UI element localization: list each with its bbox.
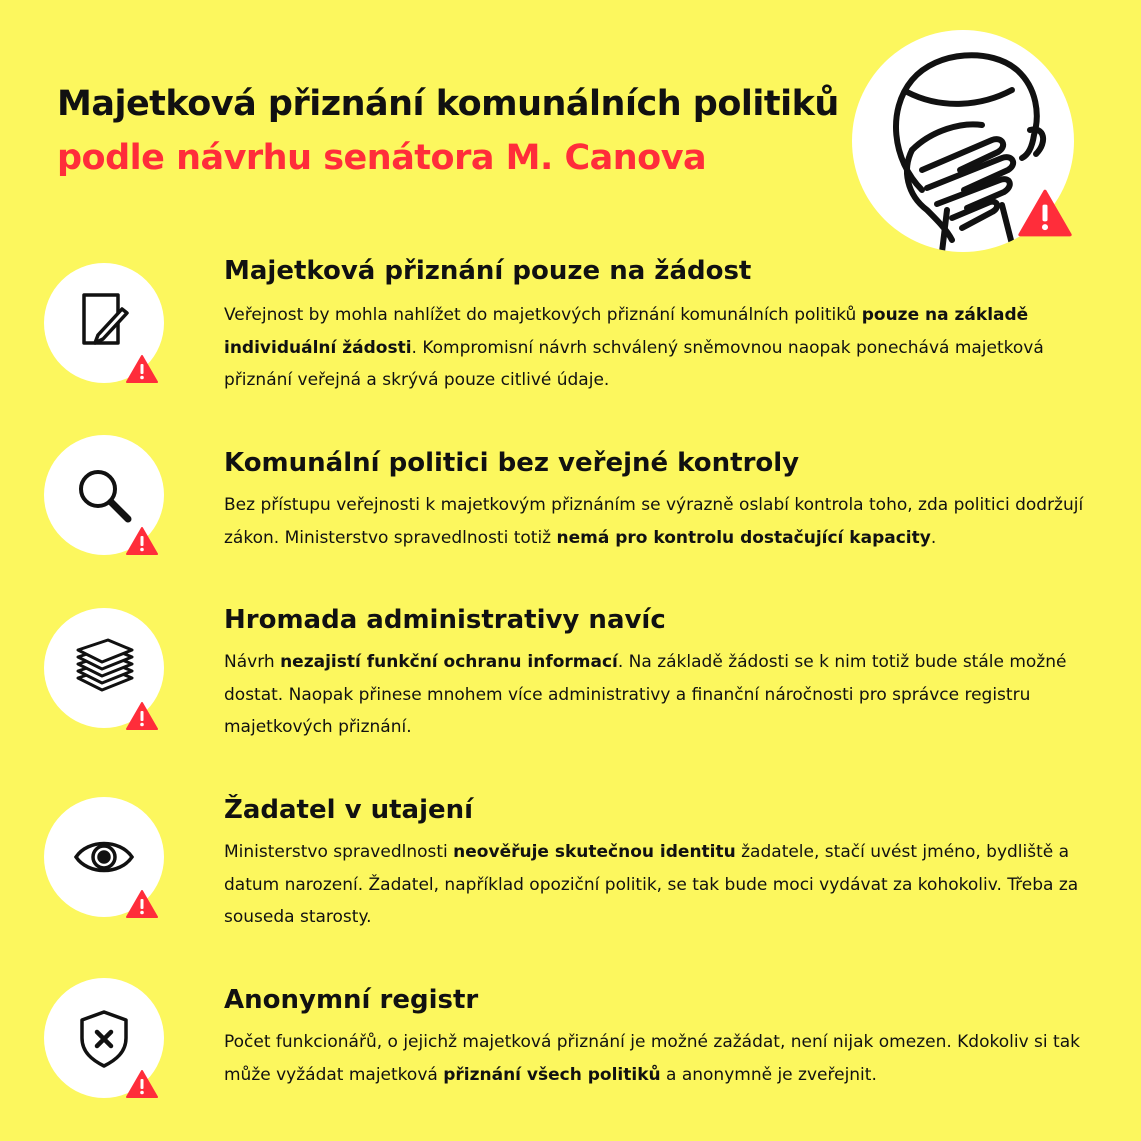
warning-icon bbox=[125, 526, 159, 556]
item-text: Bez přístupu veřejnosti k majetkovým přiznáním se výrazně oslabí kontrola toho, zda politici dodržují zákon. Ministerstvo spravedlnosti totiž nemá pro kontrolu dostačující kapacity. bbox=[224, 495, 1084, 548]
warning-icon bbox=[125, 354, 159, 384]
page-title: Majetková přiznání komunálních politiků bbox=[57, 84, 839, 124]
warning-icon bbox=[1016, 188, 1074, 238]
item-title: Majetková přiznání pouze na žádost bbox=[224, 256, 752, 286]
item-title: Anonymní registr bbox=[224, 985, 479, 1015]
item-text: Návrh nezajistí funkční ochranu informací. Na základě žádosti se k nim totiž bude stále možné dostat. Naopak přinese mnohem více administrativy a finanční náročnosti pro správce registru majetkových přiznání. bbox=[224, 652, 1067, 737]
item-title: Hromada administrativy navíc bbox=[224, 605, 666, 635]
warning-icon bbox=[125, 701, 159, 731]
item-title: Komunální politici bez veřejné kontroly bbox=[224, 448, 800, 478]
page-subtitle: podle návrhu senátora M. Canova bbox=[57, 138, 707, 178]
item-text: Ministerstvo spravedlnosti neověřuje skutečnou identitu žadatele, stačí uvést jméno, bydliště a datum narození. Žadatel, například opoziční politik, se tak bude moci vydávat za kohokoliv. Třeba za souseda starosty. bbox=[224, 842, 1079, 927]
item-text: Počet funkcionářů, o jejichž majetková přiznání je možné zažádat, není nijak omezen. Kdokoliv si tak může vyžádat majetková přiznání všech politiků a anonymně je zveřejnit. bbox=[224, 1032, 1080, 1085]
item-text: Veřejnost by mohla nahlížet do majetkových přiznání komunálních politiků pouze na základě individuální žádosti. Kompromisní návrh schválený sněmovnou naopak ponechává majetková přiznání veřejná a skrývá pouze citlivé údaje. bbox=[224, 305, 1044, 390]
warning-icon bbox=[125, 1069, 159, 1099]
item-title: Žadatel v utajení bbox=[224, 795, 474, 825]
warning-icon bbox=[125, 889, 159, 919]
